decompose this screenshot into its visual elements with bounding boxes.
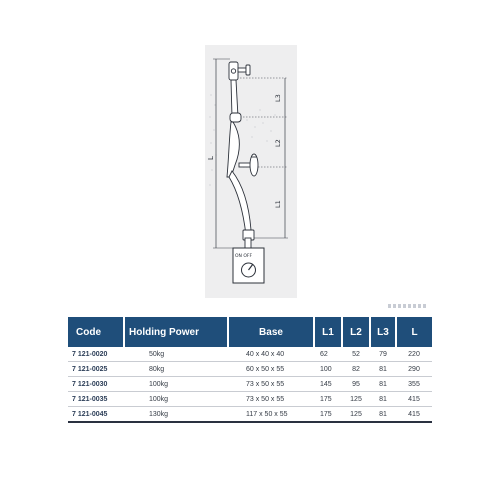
dim-label-L1: L1: [274, 200, 282, 208]
lower-arm: [229, 171, 254, 248]
spec-table: [68, 317, 432, 423]
top-clamp: [229, 62, 250, 80]
table-row: [68, 347, 432, 362]
cell-base: 73 x 50 x 55: [228, 392, 314, 407]
header-l3: L3: [370, 317, 396, 347]
on-off-label: ON OFF: [235, 254, 253, 259]
cell-base: 40 x 40 x 40: [228, 347, 314, 362]
cell-l: 415: [396, 407, 432, 423]
cell-holding-power: 100kg: [124, 377, 228, 392]
cell-l2: 125: [342, 407, 370, 423]
header-code: Code: [76, 326, 101, 338]
dim-label-L: L: [207, 156, 215, 160]
cell-l3: 81: [370, 392, 396, 407]
cell-base: 117 x 50 x 55: [228, 407, 314, 423]
cell-code: 7 121-0020: [68, 347, 124, 362]
cell-l: 290: [396, 362, 432, 377]
header-holding-power: Holding Power: [124, 317, 228, 347]
cell-l: 220: [396, 347, 432, 362]
cell-l3: 79: [370, 347, 396, 362]
cell-base: 73 x 50 x 55: [228, 377, 314, 392]
cell-l: 415: [396, 392, 432, 407]
table-row: [68, 407, 432, 423]
magnetic-base: [233, 248, 264, 283]
table-row: [68, 362, 432, 377]
cell-base: 60 x 50 x 55: [228, 362, 314, 377]
table-row: [68, 377, 432, 392]
table-header-row: [68, 317, 432, 347]
cell-holding-power: 100kg: [124, 392, 228, 407]
cell-l2: 95: [342, 377, 370, 392]
cell-l1: 175: [314, 392, 342, 407]
cell-l2: 52: [342, 347, 370, 362]
cell-l3: 81: [370, 407, 396, 423]
magnetic-stand-diagram: [205, 45, 297, 298]
upper-arm: [230, 80, 241, 122]
cell-holding-power: 80kg: [124, 362, 228, 377]
dot-texture: [209, 94, 275, 185]
cell-code: 7 121-0035: [68, 392, 124, 407]
header-l2: L2: [342, 317, 370, 347]
brand-logo: [388, 304, 428, 308]
cell-l1: 100: [314, 362, 342, 377]
cell-holding-power: 130kg: [124, 407, 228, 423]
dim-label-L2: L2: [274, 139, 282, 147]
cell-l3: 81: [370, 377, 396, 392]
dim-label-L3: L3: [274, 94, 282, 102]
table-row: [68, 392, 432, 407]
cell-l1: 145: [314, 377, 342, 392]
cell-l: 355: [396, 377, 432, 392]
header-l: L: [396, 317, 432, 347]
cell-code: 7 121-0030: [68, 377, 124, 392]
cell-l1: 62: [314, 347, 342, 362]
cell-l3: 81: [370, 362, 396, 377]
cell-code: 7 121-0025: [68, 362, 124, 377]
cell-holding-power: 50kg: [124, 347, 228, 362]
center-joint: [227, 122, 258, 177]
header-l1: L1: [314, 317, 342, 347]
cell-l2: 125: [342, 392, 370, 407]
header-base: Base: [228, 317, 314, 347]
cell-l2: 82: [342, 362, 370, 377]
cell-code: 7 121-0045: [68, 407, 124, 423]
cell-l1: 175: [314, 407, 342, 423]
